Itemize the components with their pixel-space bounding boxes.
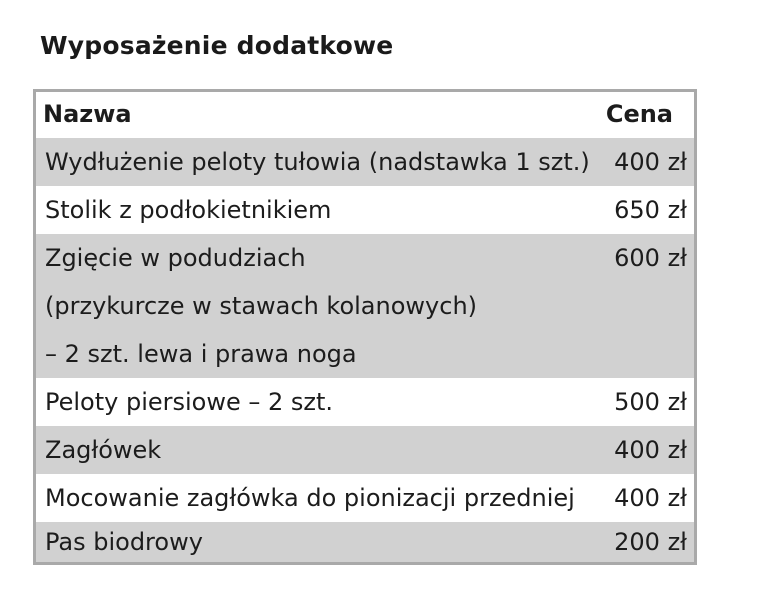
item-price: 500 zł [614, 388, 687, 416]
price-table [33, 89, 697, 565]
item-name: Mocowanie zagłówka do pionizacji przedniej [45, 484, 575, 512]
item-name-line: – 2 szt. lewa i prawa noga [45, 340, 357, 368]
table-row [36, 426, 694, 474]
item-name-line: Zgięcie w podudziach [45, 244, 306, 272]
item-name: Pas biodrowy [45, 528, 203, 556]
table-row [36, 522, 694, 562]
column-header-name: Nazwa [43, 100, 132, 128]
item-price: 650 zł [614, 196, 687, 224]
item-name [45, 234, 477, 378]
table-row [36, 138, 694, 186]
item-name: Peloty piersiowe – 2 szt. [45, 388, 334, 416]
item-price: 400 zł [614, 484, 687, 512]
table-row [36, 474, 694, 522]
table-row [36, 234, 694, 378]
item-name: Zagłówek [45, 436, 162, 464]
table-header-row [36, 92, 694, 138]
item-price: 400 zł [614, 148, 687, 176]
table-row [36, 186, 694, 234]
item-price: 200 zł [614, 528, 687, 556]
column-header-price: Cena [605, 100, 673, 128]
item-price: 600 zł [614, 244, 687, 272]
table-row [36, 378, 694, 426]
page-title: Wyposażenie dodatkowe [40, 31, 394, 60]
item-name-line: (przykurcze w stawach kolanowych) [45, 292, 478, 320]
item-price: 400 zł [614, 436, 687, 464]
item-name: Stolik z podłokietnikiem [45, 196, 332, 224]
item-name: Wydłużenie peloty tułowia (nadstawka 1 szt.) [45, 148, 590, 176]
